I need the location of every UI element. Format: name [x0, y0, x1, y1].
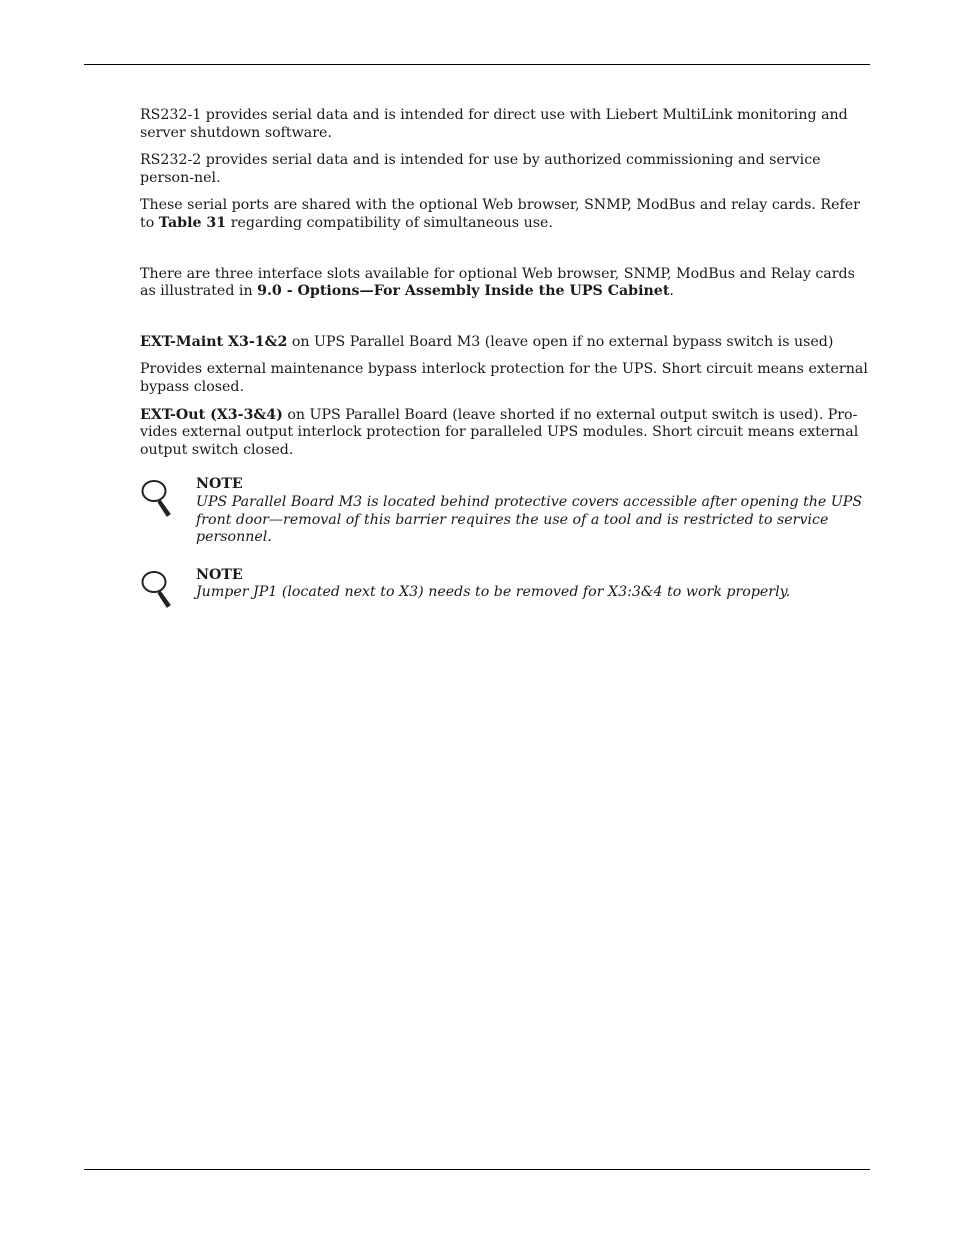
header-rule	[84, 64, 870, 65]
text-run: on UPS Parallel Board M3 (leave open if no external bypass switch is used)	[287, 333, 834, 350]
note-text: Jumper JP1 (located next to X3) needs to be removed for X3:3&4 to work properly.	[196, 584, 791, 601]
paragraph-serial-ports	[140, 197, 870, 232]
note-title: NOTE	[196, 476, 243, 493]
text-run: These serial ports are shared with the optional Web browser, SNMP, ModBus and relay cards. Refer to	[140, 197, 860, 231]
note-title: NOTE	[196, 566, 243, 583]
page-content	[140, 107, 870, 602]
ext-maint-label: EXT-Maint X3-1&2	[140, 333, 288, 350]
note-block	[140, 476, 870, 546]
paragraph-interface-slots	[140, 266, 870, 301]
section-reference: 9.0 - Options—For Assembly Inside the UPS Cabinet	[257, 283, 670, 300]
text-run: .	[669, 283, 674, 300]
paragraph-bypass-protection: Provides external maintenance bypass interlock protection for the UPS. Short circuit means external bypass closed.	[140, 361, 868, 395]
paragraph-ext-out	[140, 407, 870, 460]
note-block	[140, 567, 870, 602]
magnifier-icon	[140, 569, 174, 609]
paragraph-rs232-2: RS232-2 provides serial data and is intended for use by authorized commissioning and service person-nel.	[140, 152, 821, 186]
paragraph-rs232-1: RS232-1 provides serial data and is intended for direct use with Liebert MultiLink monitoring and server shutdown software.	[140, 107, 848, 141]
text-run: on UPS Parallel Board (leave shorted if no external output switch is used). Pro-vides external output interlock protection for paralleled UPS modules. Short circuit means external output switch closed.	[140, 406, 859, 458]
note-text: UPS Parallel Board M3 is located behind protective covers accessible after opening the UPS front door—removal of this barrier requires the use of a tool and is restricted to service personnel.	[196, 493, 863, 546]
table-reference: Table 31	[158, 214, 227, 231]
magnifier-icon	[140, 478, 174, 518]
footer-rule	[84, 1169, 870, 1170]
paragraph-ext-maint	[140, 334, 870, 352]
ext-out-label: EXT-Out (X3-3&4)	[140, 406, 283, 423]
text-run: regarding compatibility of simultaneous use.	[226, 214, 553, 231]
text-run: There are three interface slots available for optional Web browser, SNMP, ModBus and Relay cards as illustrated in	[140, 265, 855, 300]
